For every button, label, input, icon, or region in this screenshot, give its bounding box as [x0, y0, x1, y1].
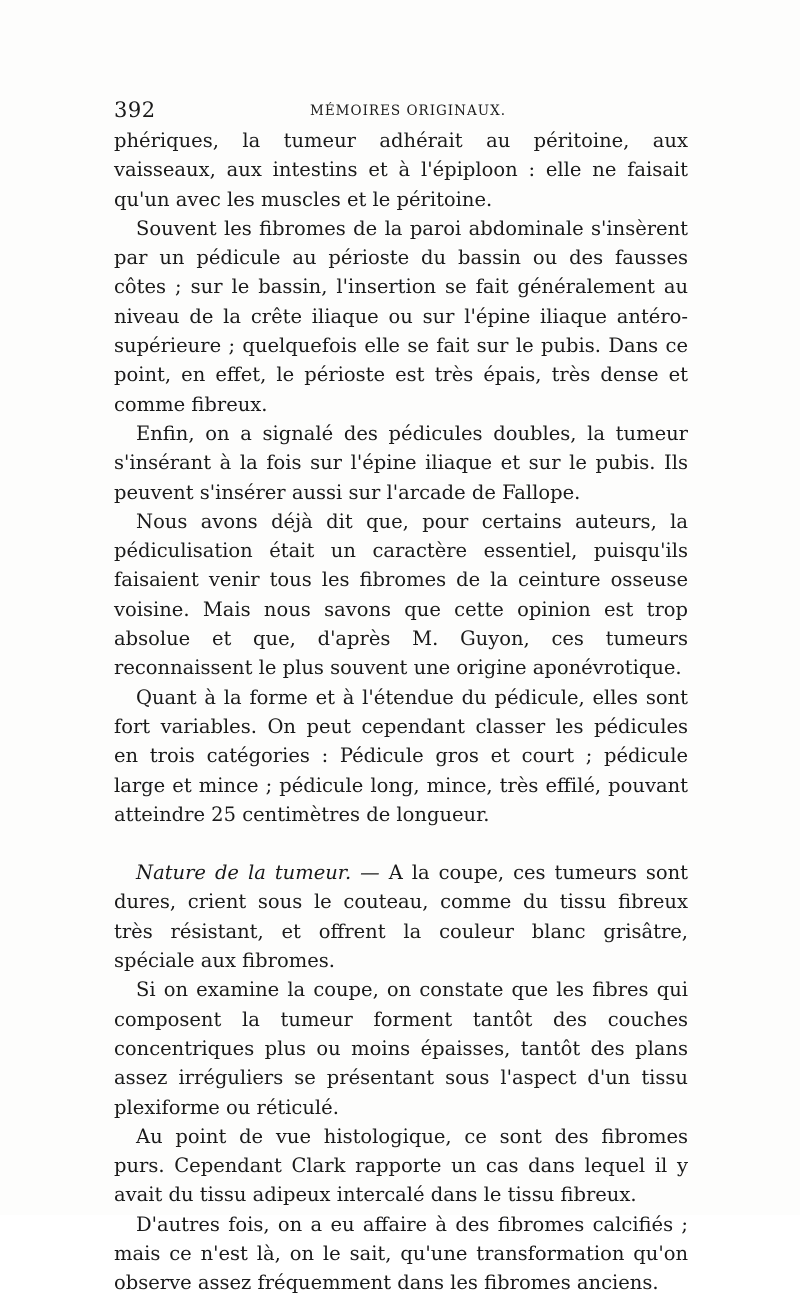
page-number: 392 [114, 98, 156, 122]
paragraph-calcified-fibromas: D'autres fois, on a eu affaire à des fibromes calcifiés ; mais ce n'est là, on le sait, qu'une transformation qu'on observe assez fréquemment dans les fibromes anciens. [114, 1212, 688, 1295]
paragraph-pediculisation: Nous avons déjà dit que, pour certains auteurs, la pédiculisation était un caractère essentiel, puisqu'ils faisaient venir tous les fibromes de la ceinture osseuse voisine. Mais nous savons que cette opinion est trop absolue et que, d'après M. Guyon, ces tumeurs reconnaissent le plus souvent une origine aponévrotique. [114, 509, 688, 680]
paragraph-nature-of-tumour [114, 858, 688, 975]
body-text [114, 126, 688, 1298]
paragraph-pedicle-shape: Quant à la forme et à l'étendue du pédicule, elles sont fort variables. On peut cependant classer les pédicules en trois catégories : Pédicule gros et court ; pédicule large et mince ; pédicule long, mince, très effilé, pouvant atteindre 25 centimètres de longueur. [114, 685, 688, 826]
section-heading: Nature de la tumeur. — [136, 861, 380, 885]
paragraph-double-pedicles: Enfin, on a signalé des pédicules doubles, la tumeur s'insérant à la fois sur l'épine iliaque et sur le pubis. Ils peuvent s'insérer aussi sur l'arcade de Fallope. [114, 421, 688, 504]
paragraph-histology: Au point de vue histologique, ce sont des fibromes purs. Cependant Clark rapporte un cas dans lequel il y avait du tissu adipeux intercalé dans le tissu fibreux. [114, 1124, 688, 1207]
paragraph-cut-section: Si on examine la coupe, on constate que les fibres qui composent la tumeur forment tantôt des couches concentriques plus ou moins épaisses, tantôt des plans assez irréguliers se présentant sous l'aspect d'un tissu plexiforme ou réticulé. [114, 978, 688, 1119]
page-header [114, 98, 684, 128]
paragraph-pedicle-insertion: Souvent les fibromes de la paroi abdominale s'insèrent par un pédicule au périoste du bassin ou des fausses côtes ; sur le bassin, l'insertion se fait généralement au niveau de la crête iliaque ou sur l'épine iliaque antéro-supérieure ; quelquefois elle se fait sur le pubis. Dans ce point, en effet, le périoste est très épais, très dense et comme fibreux. [114, 216, 688, 416]
running-title: MÉMOIRES ORIGINAUX. [310, 103, 506, 119]
paragraph-continuation: phériques, la tumeur adhérait au péritoine, aux vaisseaux, aux intestins et à l'épiploon : elle ne faisait qu'un avec les muscles et le péritoine. [114, 129, 688, 211]
section-text: A la coupe, ces tumeurs sont dures, crient sous le couteau, comme du tissu fibreux très résistant, et offrent la couleur blanc grisâtre, spéciale aux fibromes. [114, 861, 688, 973]
